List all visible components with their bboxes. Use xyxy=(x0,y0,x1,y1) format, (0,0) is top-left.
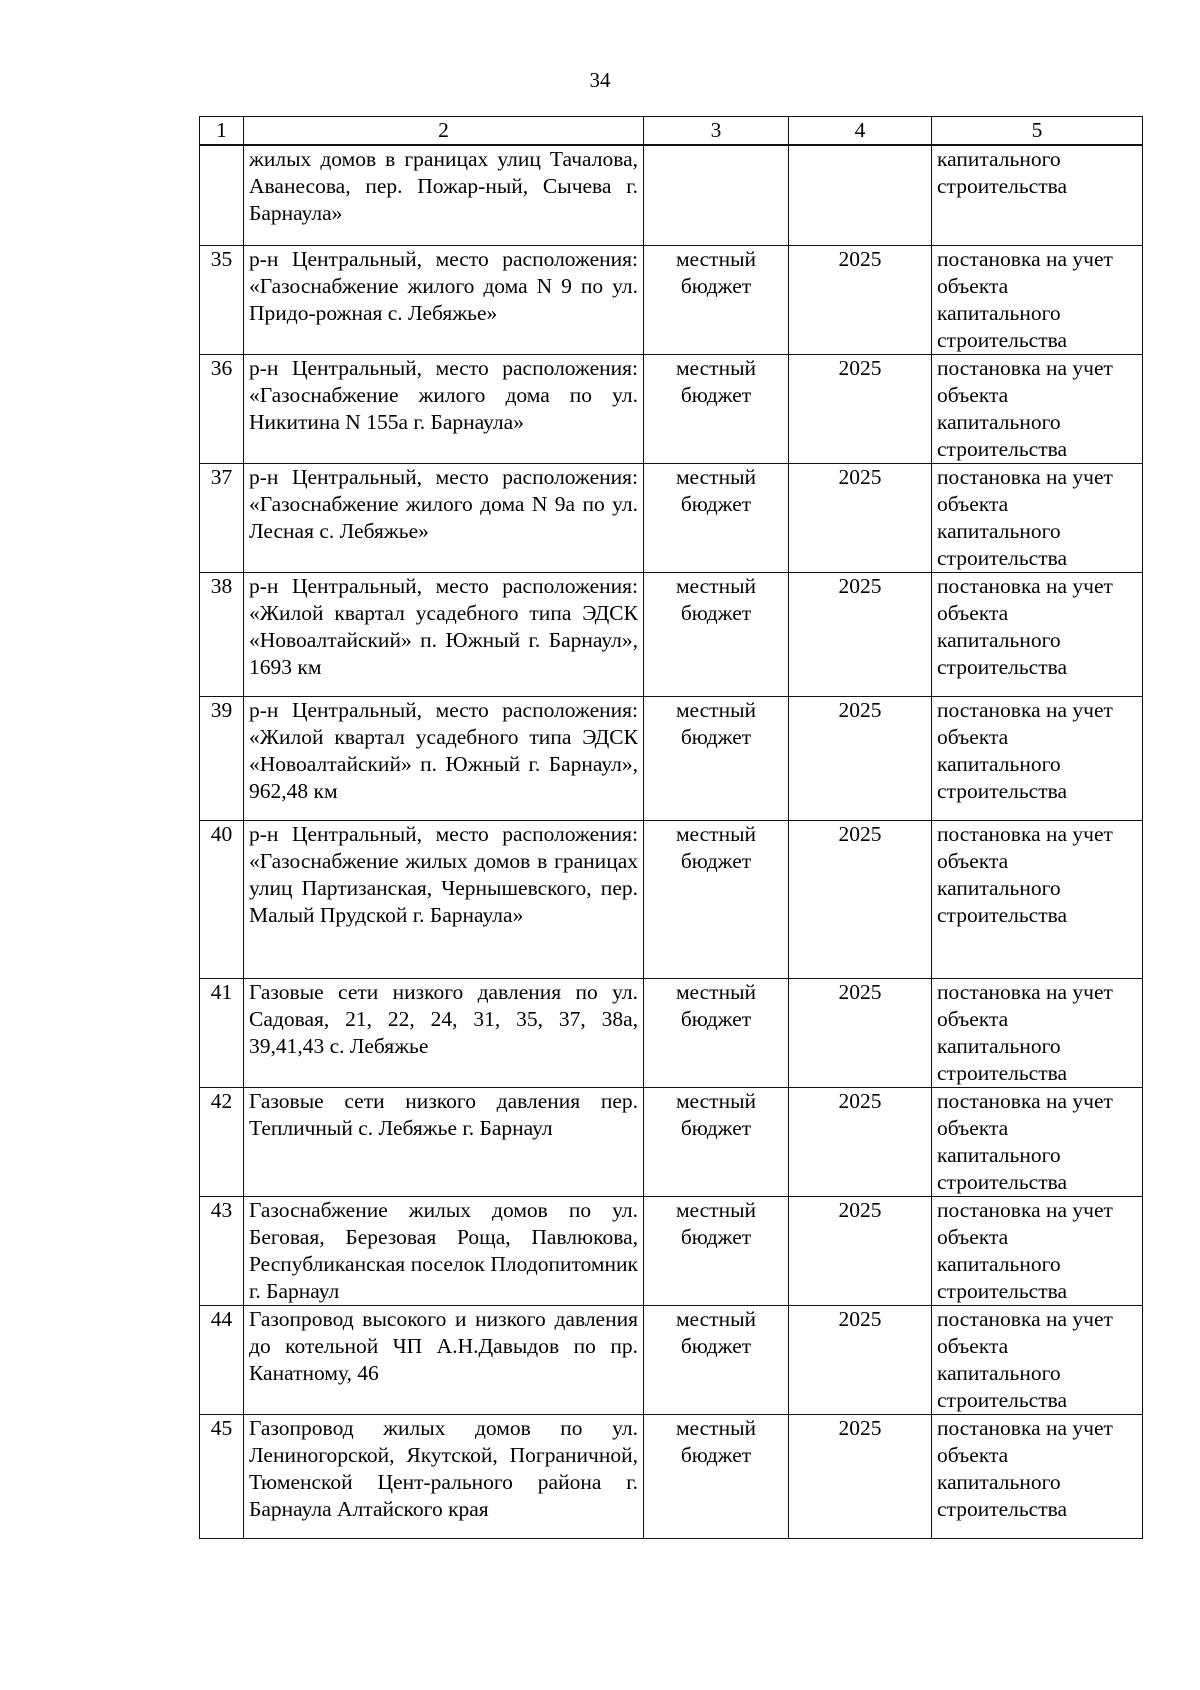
table-row xyxy=(200,1087,1143,1196)
object-description: Газопровод высокого и низкого давления до котельной ЧП А.Н.Давыдов по пр. Канатному, 46 xyxy=(244,1305,644,1414)
funding-source: местный бюджет xyxy=(644,1414,789,1538)
object-description: Газопровод жилых домов по ул. Лениногорской, Якутской, Пограничной, Тюменской Цент-рального района г. Барнаула Алтайского края xyxy=(244,1414,644,1538)
object-description: р-н Центральный, место расположения: «Жилой квартал усадебного типа ЭДСК «Новоалтайский» п. Южный г. Барнаул», 1693 км xyxy=(244,572,644,696)
table-row xyxy=(200,245,1143,354)
object-description: Газоснабжение жилых домов по ул. Беговая, Березовая Роща, Павлюкова, Республиканская поселок Плодопитомник г. Барнаул xyxy=(244,1196,644,1305)
table-row xyxy=(200,1196,1143,1305)
year: 2025 xyxy=(789,354,932,463)
row-number: 44 xyxy=(200,1305,244,1414)
table-body xyxy=(200,145,1143,1538)
row-number: 45 xyxy=(200,1414,244,1538)
funding-source: местный бюджет xyxy=(644,978,789,1087)
column-header-2: 2 xyxy=(244,117,644,146)
column-header-3: 3 xyxy=(644,117,789,146)
table-row xyxy=(200,820,1143,978)
action-note: постановка на учет объекта капитального строительства xyxy=(932,1196,1143,1305)
year xyxy=(789,145,932,245)
action-note: постановка на учет объекта капитального строительства xyxy=(932,354,1143,463)
object-description: р-н Центральный, место расположения: «Жилой квартал усадебного типа ЭДСК «Новоалтайский» п. Южный г. Барнаул», 962,48 км xyxy=(244,696,644,820)
action-note: постановка на учет объекта капитального строительства xyxy=(932,245,1143,354)
year: 2025 xyxy=(789,1196,932,1305)
row-number: 35 xyxy=(200,245,244,354)
column-header-5: 5 xyxy=(932,117,1143,146)
action-note: постановка на учет объекта капитального строительства xyxy=(932,1305,1143,1414)
column-header-1: 1 xyxy=(200,117,244,146)
action-note: постановка на учет объекта капитального строительства xyxy=(932,1087,1143,1196)
table-row xyxy=(200,978,1143,1087)
object-description: р-н Центральный, место расположения: «Газоснабжение жилого дома по ул. Никитина N 155а г. Барнаула» xyxy=(244,354,644,463)
action-note: постановка на учет объекта капитального строительства xyxy=(932,463,1143,572)
row-number: 38 xyxy=(200,572,244,696)
table-row xyxy=(200,572,1143,696)
funding-source: местный бюджет xyxy=(644,1196,789,1305)
funding-source: местный бюджет xyxy=(644,1305,789,1414)
row-number: 39 xyxy=(200,696,244,820)
funding-source: местный бюджет xyxy=(644,463,789,572)
table-row xyxy=(200,696,1143,820)
action-note: постановка на учет объекта капитального строительства xyxy=(932,1414,1143,1538)
action-note: постановка на учет объекта капитального строительства xyxy=(932,978,1143,1087)
funding-source: местный бюджет xyxy=(644,245,789,354)
row-number: 36 xyxy=(200,354,244,463)
year: 2025 xyxy=(789,1087,932,1196)
funding-source: местный бюджет xyxy=(644,1087,789,1196)
row-number xyxy=(200,145,244,245)
year: 2025 xyxy=(789,1305,932,1414)
year: 2025 xyxy=(789,245,932,354)
table-row xyxy=(200,145,1143,245)
object-description: Газовые сети низкого давления по ул. Садовая, 21, 22, 24, 31, 35, 37, 38а, 39,41,43 с. Лебяжье xyxy=(244,978,644,1087)
objects-table xyxy=(199,116,1143,1539)
table-row xyxy=(200,1305,1143,1414)
row-number: 37 xyxy=(200,463,244,572)
year: 2025 xyxy=(789,463,932,572)
object-description: жилых домов в границах улиц Тачалова, Аванесова, пер. Пожар-ный, Сычева г. Барнаула» xyxy=(244,145,644,245)
year: 2025 xyxy=(789,696,932,820)
object-description: р-н Центральный, место расположения: «Газоснабжение жилого дома N 9а по ул. Лесная с. Лебяжье» xyxy=(244,463,644,572)
action-note: постановка на учет объекта капитального строительства xyxy=(932,820,1143,978)
action-note: постановка на учет объекта капитального строительства xyxy=(932,572,1143,696)
table-row xyxy=(200,1414,1143,1538)
funding-source: местный бюджет xyxy=(644,572,789,696)
row-number: 42 xyxy=(200,1087,244,1196)
table-row xyxy=(200,463,1143,572)
year: 2025 xyxy=(789,820,932,978)
page-number: 34 xyxy=(589,68,611,92)
funding-source: местный бюджет xyxy=(644,820,789,978)
row-number: 43 xyxy=(200,1196,244,1305)
object-description: р-н Центральный, место расположения: «Газоснабжение жилых домов в границах улиц Партизанская, Чернышевского, пер. Малый Прудской г. Барнаула» xyxy=(244,820,644,978)
row-number: 41 xyxy=(200,978,244,1087)
action-note: капитального строительства xyxy=(932,145,1143,245)
column-header-4: 4 xyxy=(789,117,932,146)
funding-source: местный бюджет xyxy=(644,354,789,463)
funding-source xyxy=(644,145,789,245)
table-header-row xyxy=(200,117,1143,146)
year: 2025 xyxy=(789,978,932,1087)
object-description: р-н Центральный, место расположения: «Газоснабжение жилого дома N 9 по ул. Придо-рожная с. Лебяжье» xyxy=(244,245,644,354)
year: 2025 xyxy=(789,1414,932,1538)
object-description: Газовые сети низкого давления пер. Тепличный с. Лебяжье г. Барнаул xyxy=(244,1087,644,1196)
funding-source: местный бюджет xyxy=(644,696,789,820)
table-row xyxy=(200,354,1143,463)
year: 2025 xyxy=(789,572,932,696)
row-number: 40 xyxy=(200,820,244,978)
action-note: постановка на учет объекта капитального строительства xyxy=(932,696,1143,820)
